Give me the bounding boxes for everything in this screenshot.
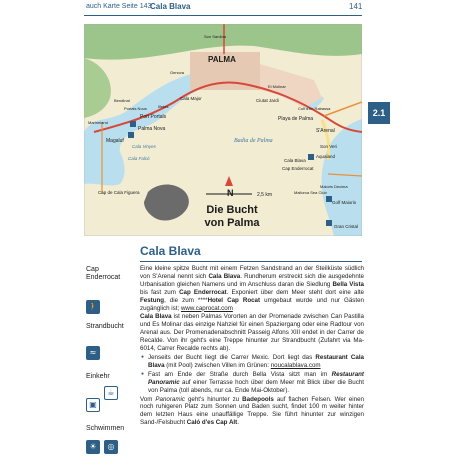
side-label-enderrocat: Enderrocat [86, 274, 121, 281]
map-label: El Molinar [268, 84, 286, 89]
north-label: N [227, 188, 234, 198]
poi-marker-icon [326, 220, 332, 226]
map-label: S'Arenal [316, 128, 335, 134]
map-label: Cap Enderrocat [282, 166, 314, 171]
paragraph-access: Cala Blava ist neben Palmas Vororten an der Promenade zwischen Can Pastilla und Es Molinar das einzige Nahziel für einen Spaziergang oder eine Radtour von Arenal aus. Der Promenadenabschnitt Passeig Alfons XIII endet in der Carrer de Recalde. Von ihr geht's eine Treppe hinunter zur Strandbucht (Zufahrt via Ma-6014, Carrer Recalde rechts ab). [140, 313, 364, 353]
map-label: Port Portals [140, 114, 167, 120]
map-label: Bendinat [114, 98, 130, 103]
restaurant-icon: ☕ [104, 386, 118, 400]
link-noucalablava[interactable]: noucalablava.com [270, 361, 321, 369]
map-label: Illetes [158, 104, 169, 109]
map-label: Cala Major [180, 96, 202, 101]
link-caprocat[interactable]: www.caprocat.com [180, 304, 233, 312]
map-label: Cap de Cala Figuera [98, 190, 140, 195]
bay-label: Badia de Palma [234, 138, 273, 144]
side-label-schwimmen: Schwimmen [86, 425, 125, 432]
map-label: Cala Falcó [128, 156, 150, 161]
header-title: Cala Blava [150, 2, 191, 11]
body-text [140, 265, 364, 428]
map-label: Son Veri [320, 144, 338, 149]
map-label: Maioris Decima [320, 184, 348, 189]
photo-icon: ▣ [86, 398, 100, 412]
header-rule [84, 15, 362, 16]
map-label: Magaluf [106, 138, 124, 144]
poi-marker-icon [128, 132, 134, 138]
list-item: ● Fast am Ende der Straße durch Bella Vista sitzt man im Restaurant Panoramic auf einer Terrasse hoch über dem Meer mit Blick über die Bucht von Palma (toll abends, nur ca. Ende Mai-Oktober). [148, 371, 364, 395]
tips-list [140, 354, 364, 395]
paragraph-swim: Vom Panoramic geht's hinunter zu Badepools auf flachen Felsen. Wer einen noch ruhigeren Platz zum Sonnen und Baden sucht, findet 100 m weiter hinter dem letzten Haus eine unauffällige Treppe. Sie führt hinunter zur winzigen Sand-/Felsbucht Caló d'es Cap Alt. [140, 395, 364, 427]
map-label: Mallorca Sea Club [294, 190, 327, 195]
map-title-line2: von Palma [204, 217, 260, 229]
side-label-einkehr: Einkehr [86, 373, 110, 380]
hiking-icon: 🚶 [86, 300, 100, 314]
map-label: Son Sardina [204, 34, 227, 39]
section-title: Cala Blava [140, 244, 201, 258]
page-number: 141 [349, 2, 363, 11]
map-label: Genova [170, 70, 185, 75]
map-label: Cala Blava [284, 158, 306, 163]
swimming-icon: ≈ [86, 346, 100, 360]
bay-map [84, 24, 362, 236]
paragraph-intro: Eine kleine spitze Bucht mit einem Fetzen Sandstrand an der Steilküste südlich von S'Arenal nennt sich Cala Blava. Rundherum erstreckt sich die ausgedehnte Urbanisation gleichen Namens und im Anschluss daran die Siedlung Bella Vista bis fast zum Cap Enderrocat. Exponiert über dem Meer steht dort eine alte Festung, die zum ****Hotel Cap Rocat umgebaut wurde und nur Gästen zugänglich ist; www.caprocat.com [140, 265, 364, 312]
map-label: Gran Cristal [334, 224, 359, 229]
poi-marker-icon [308, 154, 314, 160]
map-label: Ciutat Jardi [256, 98, 279, 103]
map-label: Golf Maioris [332, 200, 357, 205]
map-label: Portals Nous [124, 106, 147, 111]
header-map-reference: auch Karte Seite 143 [86, 3, 152, 10]
map-label: PALMA [208, 55, 236, 64]
beach-icon: ☀ [86, 440, 100, 454]
map-label: Playa de Palma [278, 116, 314, 122]
poi-marker-icon [326, 196, 332, 202]
section-rule [140, 261, 362, 262]
map-label: Palma Nova [138, 126, 166, 132]
map-label: Marineland [88, 120, 108, 125]
side-label-cap: Cap [86, 266, 99, 273]
side-label-strandbucht: Strandbucht [86, 323, 124, 330]
snorkel-icon: ◎ [104, 440, 118, 454]
list-item: ● Jenseits der Bucht liegt die Carrer Mexic. Dort liegt das Restaurant Cala Blava (mit Pool) zwischen Villen im Grünen: noucalablava.com [148, 354, 364, 370]
poi-marker-icon [130, 121, 136, 127]
map-title-line1: Die Bucht [206, 204, 258, 216]
chapter-tab: 2.1 [368, 102, 390, 124]
map-label: Coll d'en Rabassa [298, 106, 331, 111]
map-label: Aqualand [316, 154, 336, 159]
map-label: Cala Vinyes [132, 144, 156, 149]
scale-label: 2,5 km [257, 192, 273, 198]
